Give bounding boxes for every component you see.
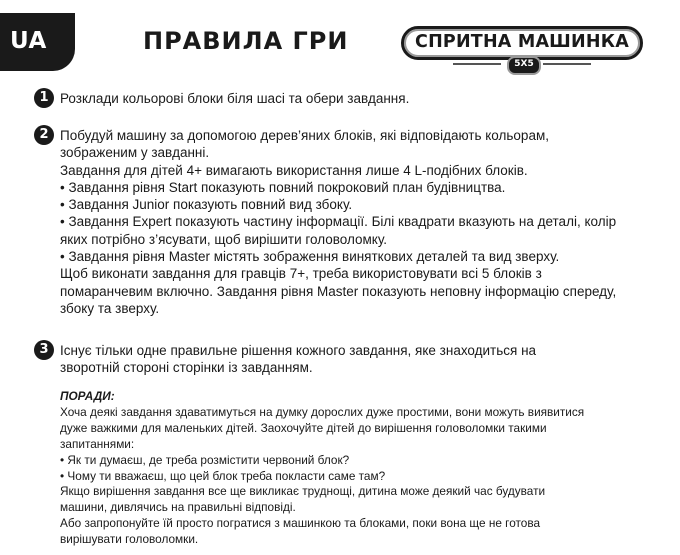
game-logo [401, 22, 643, 74]
step-line: • Завдання рівня Master містять зображення виняткових деталей та вид зверху. [60, 249, 560, 265]
language-label: UA [10, 28, 47, 54]
step-line: помаранчевим включно. Завдання рівня Master показують неповну інформацію спереду, [60, 283, 617, 299]
logo-text: СПРИТНА МАШИНКА [415, 32, 629, 52]
page-title: ПРАВИЛА ГРИ [143, 27, 349, 55]
step-1-text [60, 90, 409, 107]
tips-line: • Як ти думаєш, де треба розмістити червоний блок? [60, 452, 350, 467]
tips-section [60, 389, 584, 548]
step-line: • Завдання рівня Start показують повний покроковий план будівництва. [60, 179, 506, 195]
step-line: Щоб виконати завдання для гравців 7+, треба використовувати всі 5 блоків з [60, 266, 542, 282]
logo-wing-left [453, 63, 501, 65]
tips-heading: ПОРАДИ: [60, 389, 115, 403]
step-line: яких потрібно з’ясувати, щоб вирішити головоломку. [60, 231, 388, 247]
step-line: Побудуй машину за допомогою дерев’яних блоків, які відповідають кольорам, [60, 128, 549, 143]
logo-plate [401, 26, 643, 60]
tips-line: Хоча деякі завдання здаватимуться на думку дорослих дуже простими, вони можуть виявитися [60, 404, 585, 419]
tips-line: Або запропонуйте їй просто погратися з машинкою та блоками, поки вона ще не готова [60, 516, 541, 531]
step-number-3: 3 [34, 340, 54, 360]
step-line: зображеним у завданні. [60, 145, 210, 161]
step-line: • Завдання Expert показують частину інформації. Білі квадрати вказують на деталі, колір [60, 214, 617, 230]
tips-line: машини, дивлячись на правильні відповіді. [60, 500, 296, 515]
tips-line: дуже важкими для маленьких дітей. Заохочуйте дітей до вирішення головоломки такими [60, 420, 547, 435]
step-number-1: 1 [34, 88, 54, 108]
logo-badge-text: 5X5 [514, 59, 534, 69]
logo-wing-right [543, 63, 591, 65]
step-line: Розклади кольорові блоки біля шасі та обери завдання. [60, 91, 410, 106]
step-line: збоку та зверху. [60, 300, 160, 316]
step-line: зворотній стороні сторінки із завданням. [60, 360, 313, 376]
step-number-2: 2 [34, 125, 54, 145]
step-line: Завдання для дітей 4+ вимагають використання лише 4 L-подібних блоків. [60, 162, 528, 178]
tips-line: Якщо вирішення завдання все ще викликає труднощі, дитина може деякий час будувати [60, 484, 546, 499]
step-line: • Завдання Junior показують повний вид збоку. [60, 197, 353, 213]
logo-badge [507, 56, 541, 75]
language-tab [0, 13, 75, 71]
tips-line: вирішувати головоломки. [60, 532, 199, 547]
step-3-text [60, 342, 536, 377]
tips-line: • Чому ти вважаєш, що цей блок треба покласти саме там? [60, 468, 386, 483]
step-2-text [60, 127, 616, 317]
step-line: Існує тільки одне правильне рішення кожного завдання, яке знаходиться на [60, 343, 537, 358]
tips-line: запитаннями: [60, 436, 135, 451]
